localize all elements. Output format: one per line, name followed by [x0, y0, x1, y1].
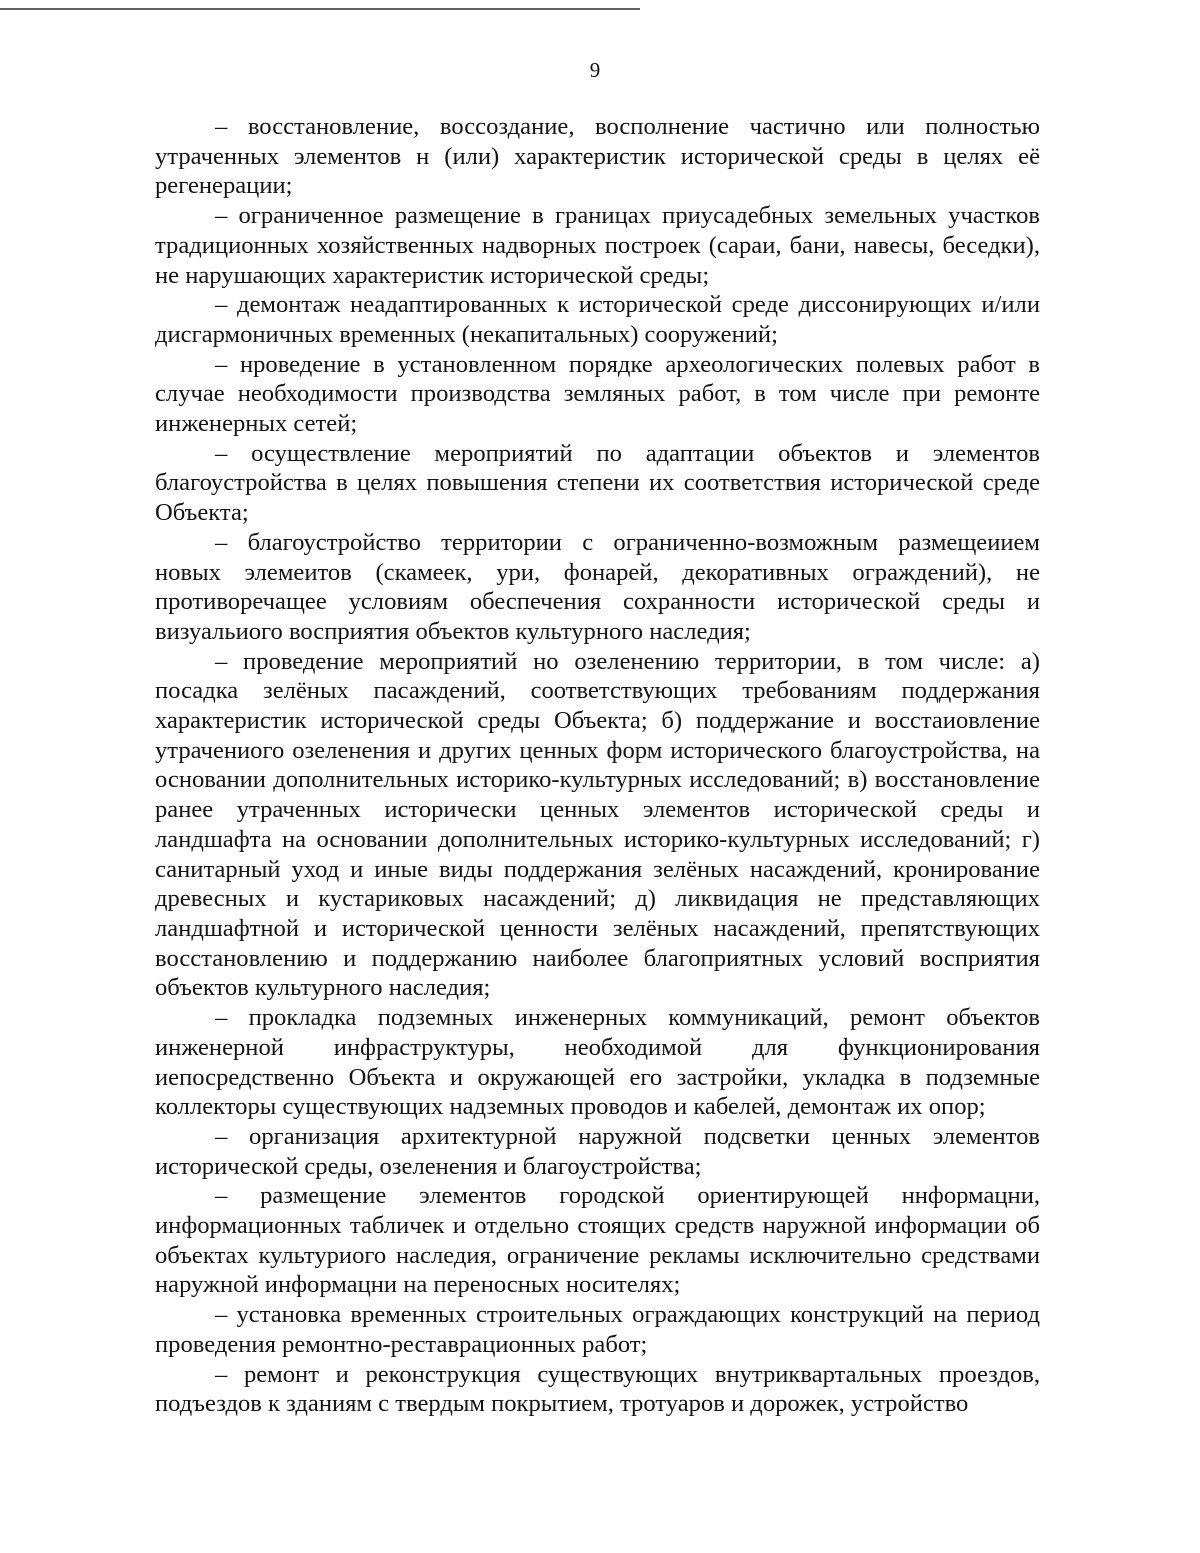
paragraph-adaptation: – осуществление мероприятий по адаптации объектов и элементов благоустройства в целях повышения степени их соответствия исторической среде Объекта;	[155, 439, 1040, 527]
paragraph-dismantling: – демонтаж неадаптированных к исторической среде диссонирующих и/или дисгармоничных временных (некапитальных) сооружений;	[155, 291, 1040, 348]
document-body	[155, 112, 1040, 1419]
paragraph-regeneration: – восстановление, воссоздание, восполнение частично или полностью утраченных элементов н (или) характеристик исторической среды в целях её регенерации;	[155, 113, 1040, 200]
paragraph-roads: – ремонт и реконструкция существующих внутриквартальных проездов, подъездов к зданиям с твердым покрытием, тротуаров и дорожек, устройство	[155, 1360, 1040, 1418]
paragraph-fencing: – установка временных строительных ограждающих конструкций на период проведения ремонтно-реставрационных работ;	[155, 1301, 1040, 1358]
page-number: 9	[589, 58, 601, 82]
paragraph-outbuildings: – ограниченное размещение в границах приусадебных земельных участков традиционных хозяйственных надворных построек (сараи, бани, навесы, беседки), не нарушающих характеристик исторической среды;	[155, 202, 1040, 289]
paragraph-landscaping: – благоустройство территории с ограниченно-возможным размещеиием новых элемеитов (скамеек, ури, фонарей, декоративных ограждений), не противоречащее условиям обеспечения сохранности исторической среды и визуальиого восприятия объектов культурного наследия;	[155, 528, 1040, 645]
paragraph-utilities: – прокладка подземных инженерных коммуникаций, ремонт объектов инженерной инфраструктуры, необходимой для функционирования иепосредственно Объекта и окружающей его застройки, укладка в подземные коллекторы существующих надземных проводов и кабелей, демонтаж их опор;	[155, 1004, 1040, 1121]
scan-edge-line	[0, 8, 640, 10]
paragraph-signage: – размещение элементов городской ориентирующей ннформацни, информационных табличек и отдельно стоящих средств наружной информации об объектах культуриого наследия, ограничение рекламы исключительно средствами наружной информацни на переносных носителях;	[155, 1182, 1040, 1299]
paragraph-lighting: – организация архитектурной наружной подсветки ценных элементов исторической среды, озеленения и благоустройства;	[155, 1122, 1040, 1180]
paragraph-greening: – проведение мероприятий но озеленению территории, в том числе: а) посадка зелёных пасаждений, соответствующих требованиям поддержания характеристик исторической среды Объекта; б) поддержание и восстаиовление утрачениого озеленения и других ценных форм исторического благоустройства, на основании дополнительных историко-культурных исследований; в) восстановление ранее утраченных исторически ценных элементов исторической среды и ландшафта на основании дополнительных историко-культурных исследований; г) санитарный уход и иные виды поддержания зелёных насаждений, кронирование древесных и кустариковых насаждений; д) ликвидация не представляющих ландшафтной и исторической ценности зелёных насаждений, препятствующих восстановлению и поддержанию наиболее благоприятных условий восприятия объектов культурного наследия;	[155, 647, 1040, 1002]
paragraph-archaeology: – нроведение в установленном порядке археологических полевых работ в случае необходимости производства земляных работ, в том числе при ремонте инженерных сетей;	[155, 350, 1040, 438]
